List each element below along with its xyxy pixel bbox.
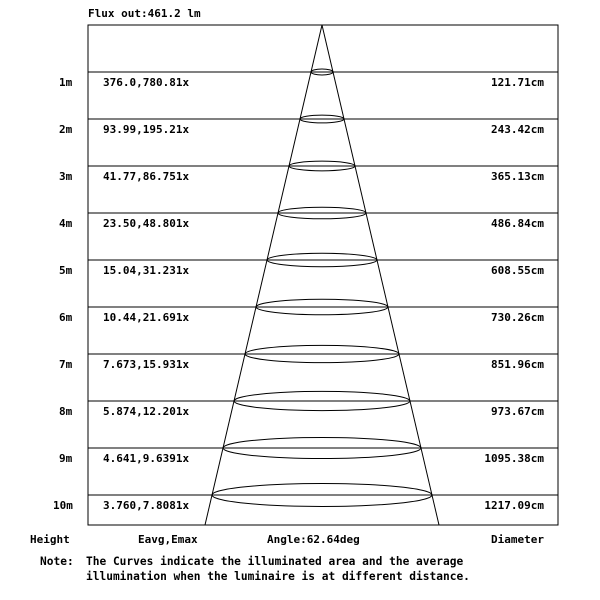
height-label-7m: 7m — [59, 358, 73, 371]
angle-label: Angle:62.64deg — [267, 533, 360, 546]
note-line-2 — [40, 569, 580, 584]
height-label-2m: 2m — [59, 123, 73, 136]
note-text-1: The Curves indicate the illuminated area and the average — [86, 555, 464, 568]
eavg-emax-value: 41.77,86.751x — [103, 170, 190, 183]
height-label-9m: 9m — [59, 452, 73, 465]
eavg-emax-value: 10.44,21.691x — [103, 311, 190, 324]
height-label-8m: 8m — [59, 405, 73, 418]
diameter-value: 1095.38cm — [484, 452, 544, 465]
height-label-6m: 6m — [59, 311, 73, 324]
height-label-1m: 1m — [59, 76, 73, 89]
eavg-emax-value: 93.99,195.21x — [103, 123, 190, 136]
eavg-emax-value: 376.0,780.81x — [103, 76, 190, 89]
note-label: Note: — [40, 555, 74, 568]
height-label-10m: 10m — [53, 499, 73, 512]
diameter-value: 1217.09cm — [484, 499, 544, 512]
eavg-emax-value: 3.760,7.8081x — [103, 499, 190, 512]
eavg-emax-value: 15.04,31.231x — [103, 264, 190, 277]
diameter-value: 365.13cm — [491, 170, 544, 183]
height-label-4m: 4m — [59, 217, 73, 230]
diameter-value: 608.55cm — [491, 264, 544, 277]
height-column-label: Height — [30, 533, 70, 546]
flux-label: Flux out:461.2 lm — [88, 7, 201, 20]
illumination-rings — [212, 69, 432, 506]
diameter-value: 243.42cm — [491, 123, 544, 136]
note-text-2: illumination when the luminaire is at different distance. — [86, 570, 470, 583]
eavg-emax-value: 7.673,15.931x — [103, 358, 190, 371]
height-label-5m: 5m — [59, 264, 73, 277]
beam-cone — [205, 25, 439, 525]
diameter-value: 121.71cm — [491, 76, 544, 89]
eavg-emax-value: 5.874,12.201x — [103, 405, 190, 418]
beam-edge-left — [205, 25, 322, 525]
diameter-column-label: Diameter — [491, 533, 544, 546]
note-line-1 — [40, 554, 580, 569]
height-label-3m: 3m — [59, 170, 73, 183]
diameter-value: 973.67cm — [491, 405, 544, 418]
eavg-column-label: Eavg,Emax — [138, 533, 198, 546]
footer-labels — [30, 533, 544, 546]
eavg-emax-value: 23.50,48.801x — [103, 217, 190, 230]
note-block — [40, 554, 580, 584]
eavg-emax-value: 4.641,9.6391x — [103, 452, 190, 465]
diameter-value: 851.96cm — [491, 358, 544, 371]
diameter-value: 730.26cm — [491, 311, 544, 324]
diameter-value: 486.84cm — [491, 217, 544, 230]
beam-edge-right — [322, 25, 439, 525]
row-labels — [53, 76, 544, 512]
